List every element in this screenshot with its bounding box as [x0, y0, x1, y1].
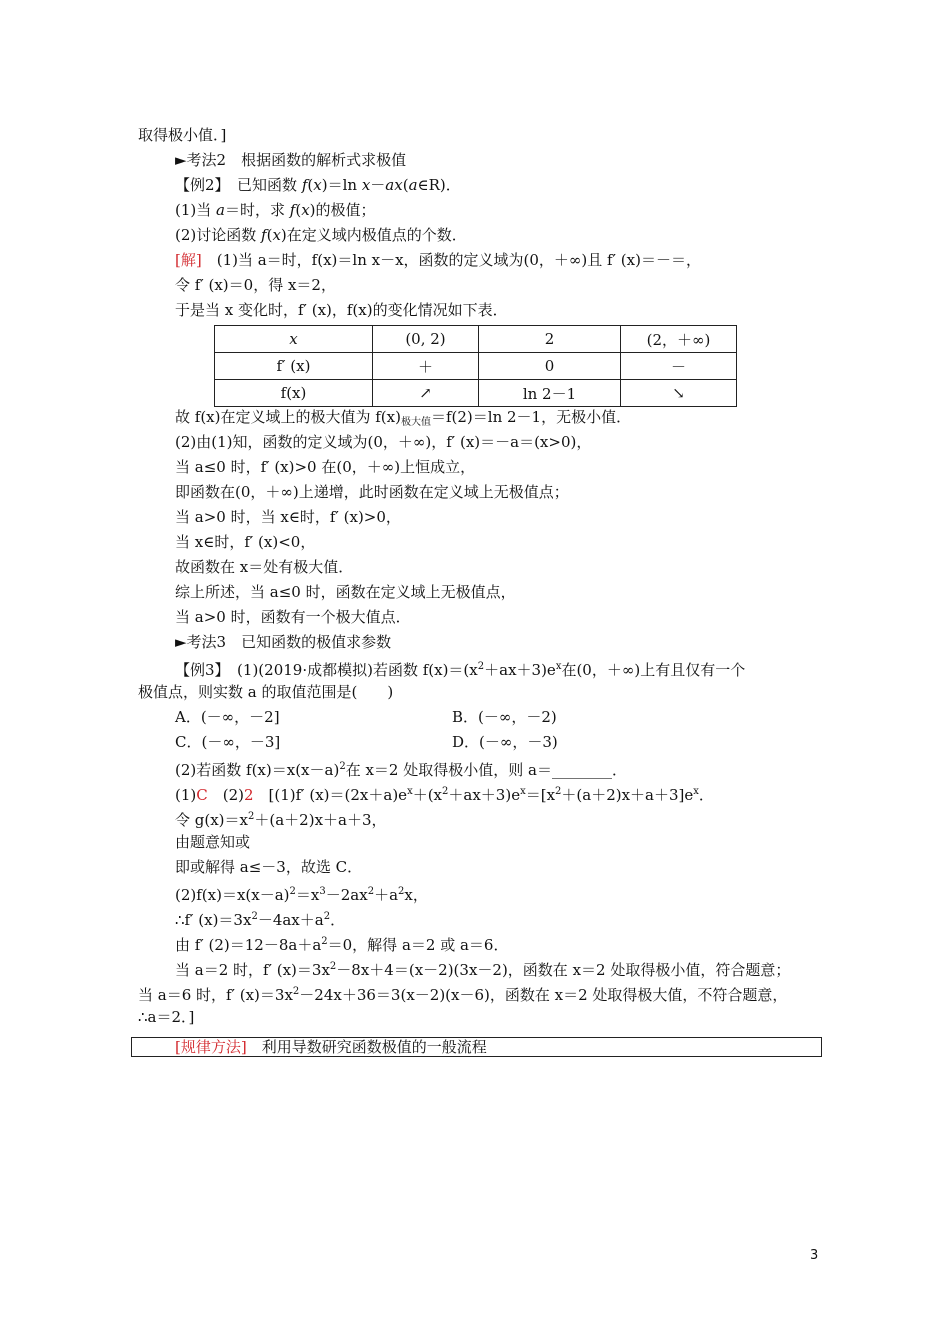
text: ＝0，解得 a＝2 或 a＝6． [327, 936, 509, 954]
text: x， [404, 886, 428, 904]
superscript: 2 [323, 911, 331, 922]
text: ＝[x [525, 786, 556, 804]
superscript: 2 [251, 911, 258, 922]
page-number: 3 [810, 1248, 819, 1263]
text-line: 当 a>0 时，函数有一个极大值点． [175, 608, 411, 626]
text: ＋(x [412, 786, 443, 804]
text: 令 g(x)＝x [175, 811, 248, 829]
text: (1)当 a＝时，f(x)＝ln x－x，函数的定义域为(0，＋∞)且 f′ (x)＝－＝， [201, 251, 701, 269]
superscript: x [555, 661, 562, 672]
text: (2)若函数 f(x)＝x(x－a) [175, 761, 340, 779]
text-line [138, 982, 787, 1005]
option-d: D．(－∞，－3) [452, 733, 558, 751]
table-cell: (2，＋∞) [621, 326, 737, 353]
text: ( [266, 226, 273, 244]
text: ． [698, 786, 714, 804]
text: )在定义域内极值点的个数． [280, 226, 467, 244]
superscript: 2 [367, 886, 375, 897]
text: (2) [207, 786, 244, 804]
text-line [175, 907, 345, 930]
example-3-statement [175, 657, 745, 680]
text: 在(0，＋∞)上有且仅有一个 [561, 661, 746, 679]
text: ＝x [295, 886, 320, 904]
answer-line [175, 782, 714, 805]
variation-table [214, 325, 737, 407]
table-cell: 0 [479, 353, 621, 380]
table-cell: － [621, 353, 737, 380]
text: [(1)f′ (x)＝(2x＋a)e [253, 786, 408, 804]
superscript: 2 [329, 961, 337, 972]
text: ( [295, 201, 302, 219]
superscript: x [693, 786, 699, 797]
answer: C [196, 786, 208, 804]
text-line: 综上所述，当 a≤0 时，函数在定义域上无极值点， [175, 583, 516, 601]
superscript: 2 [442, 786, 449, 797]
superscript: 2 [289, 886, 296, 897]
text: ＝时，求 [224, 201, 290, 219]
text: (1) [175, 786, 197, 804]
example-2-statement [175, 175, 461, 195]
text-line: 即函数在(0，＋∞)上递增，此时函数在定义域上无极值点； [175, 483, 569, 501]
text-line [175, 882, 428, 905]
superscript: x [520, 786, 526, 797]
superscript: 2 [398, 886, 405, 897]
text: (2)讨论函数 [175, 226, 262, 244]
text-line [175, 807, 387, 830]
table-cell: ↗ [373, 380, 479, 407]
math-f: f [301, 176, 308, 194]
text-line: 当 a≤0 时，f′ (x)>0 在(0，＋∞)上恒成立， [175, 458, 476, 476]
table-cell: ↘ [621, 380, 737, 407]
question-2 [175, 225, 467, 245]
text: (2)f(x)＝x(x－a) [175, 886, 290, 904]
text: ． [330, 911, 346, 929]
text-line [175, 407, 631, 433]
math-x: x [313, 176, 322, 194]
superscript: 2 [477, 661, 485, 672]
math-f: f [261, 226, 267, 244]
table-cell: f(x) [215, 380, 373, 407]
math-x: x [301, 201, 310, 219]
example-tag: 【例3】 [175, 661, 223, 679]
text: 当 a＝6 时，f′ (x)＝3x [138, 986, 293, 1004]
section-heading: ►考法3 已知函数的极值求参数 [175, 633, 392, 651]
text-line: 令 f′ (x)＝0，得 x＝2， [175, 276, 336, 294]
text: )＝ln [321, 176, 362, 194]
text-line: 即或解得 a≤－3，故选 C． [175, 858, 363, 876]
text: ＝f(2)＝ln 2－1，无极小值． [430, 408, 632, 426]
math-x: x [272, 226, 281, 244]
text: ＋a [374, 886, 399, 904]
text-line: 取得极小值．] [138, 126, 227, 144]
text-line: 于是当 x 变化时，f′ (x)，f(x)的变化情况如下表． [175, 301, 508, 319]
text: 当 a＝2 时，f′ (x)＝3x [175, 961, 330, 979]
text: － [370, 176, 386, 194]
answer: 2 [243, 786, 254, 804]
table-cell: ln 2－1 [479, 380, 621, 407]
text: ＋(a＋2)x＋a＋3， [254, 811, 387, 829]
text-line: 当 x∈时，f′ (x)<0， [175, 533, 316, 551]
text-line: (2)由(1)知，函数的定义域为(0，＋∞)，f′ (x)＝－a＝(x>0)， [175, 433, 592, 451]
method-tag: [规律方法] [175, 1038, 247, 1056]
table-cell: ＋ [373, 353, 479, 380]
text: )的极值； [309, 201, 376, 219]
superscript: 2 [292, 986, 300, 997]
text: －2ax [325, 886, 368, 904]
table-cell: (0, 2) [373, 326, 479, 353]
text-line: ∴a＝2．] [138, 1008, 195, 1026]
text-line: 故函数在 x＝处有极大值． [175, 558, 354, 576]
text: (1)(2019·成都模拟)若函数 f(x)＝(x [222, 661, 478, 679]
superscript: 2 [339, 761, 346, 772]
table-row [215, 380, 737, 407]
method-line [175, 1037, 487, 1057]
solution-tag: [解] [175, 251, 202, 269]
option-a: A．(－∞，－2] [175, 708, 280, 726]
example-tag: 【例2】 [175, 176, 223, 194]
text-line [175, 932, 508, 955]
superscript: 2 [555, 786, 562, 797]
text: ∴f′ (x)＝3x [175, 911, 252, 929]
text: ∈R)． [417, 176, 461, 194]
solution-line [175, 250, 701, 270]
text: ( [307, 176, 314, 194]
text: 在 x＝2 处取得极小值，则 a＝________． [345, 761, 627, 779]
text: －4ax＋a [257, 911, 324, 929]
superscript: 2 [321, 936, 328, 947]
table-row [215, 326, 737, 353]
text-line [175, 757, 627, 780]
math-a: a [216, 201, 225, 219]
superscript: x [407, 786, 413, 797]
text-line: 由题意知或 [175, 833, 251, 851]
table-cell: x [215, 326, 373, 353]
superscript: 3 [319, 886, 326, 897]
text: －24x＋36＝3(x－2)(x－6)，函数在 x＝2 处取得极大值，不符合题意， [299, 986, 788, 1004]
math-ax: ax [385, 176, 403, 194]
question-1 [175, 200, 376, 220]
text: 故 f(x)在定义域上的极大值为 f(x) [175, 408, 401, 426]
text: ＋ax＋3)e [484, 661, 556, 679]
text: ＋ax＋3)e [448, 786, 521, 804]
text-line [175, 957, 790, 980]
text: 由 f′ (2)＝12－8a＋a [175, 936, 322, 954]
superscript: 2 [248, 811, 255, 822]
table-cell: 2 [479, 326, 621, 353]
option-c: C．(－∞，－3] [175, 733, 281, 751]
table-cell: f′ (x) [215, 353, 373, 380]
text-line: 极值点，则实数 a 的取值范围是( ) [138, 683, 394, 701]
table-row [215, 353, 737, 380]
subscript: 极大值 [400, 417, 431, 428]
option-b: B．(－∞，－2) [452, 708, 557, 726]
text-line: 当 a>0 时，当 x∈时，f′ (x)>0， [175, 508, 401, 526]
section-heading: ►考法2 根据函数的解析式求极值 [175, 151, 407, 169]
text: (1)当 [175, 201, 217, 219]
text: 已知函数 [222, 176, 302, 194]
text: －8x＋4＝(x－2)(3x－2)，函数在 x＝2 处取得极小值，符合题意； [336, 961, 791, 979]
text: 利用导数研究函数极值的一般流程 [246, 1038, 487, 1056]
math-x: x [361, 176, 371, 194]
math-f: f [289, 201, 296, 219]
text: ＋(a＋2)x＋a＋3]e [561, 786, 694, 804]
math-a: a [408, 176, 418, 194]
text: ( [402, 176, 409, 194]
